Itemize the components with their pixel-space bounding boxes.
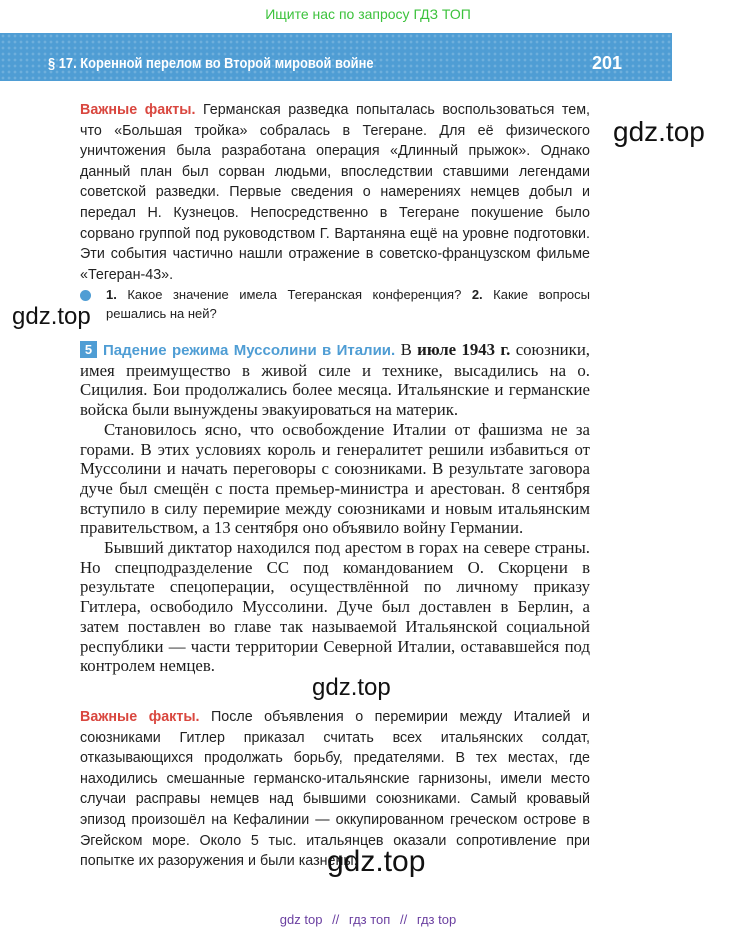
section-paragraph-1 [80,340,590,420]
important-facts-tehran [80,100,590,285]
chapter-title: § 17. Коренной перелом во Второй мировой войне [48,55,374,72]
review-question [106,286,590,323]
fact-text: После объявления о перемирии между Италией и союзниками Гитлер приказал считать всех итальянских солдат, отказывающихся продолжать борьбу, предателями. В тех местах, где находились смешанные германско-итальянские гарнизоны, имели место случаи расправы немцев над бывшими союзниками. Самый кровавый эпизод произошёл на Кефалинии — оккупированном греческом острове в Эгейском море. Около 5 тыс. итальянцев оказали сопротивление при попытке их разоружения и были казнены. [80,709,591,870]
question-bullet-icon [80,290,91,301]
search-prompt-link[interactable]: Ищите нас по запросу ГДЗ ТОП [265,6,471,22]
watermark: gdz.top [312,674,391,701]
question-number-2: 2. [471,287,483,302]
watermark: gdz.top [327,845,426,878]
section-date: июле 1943 г. [417,340,511,359]
section-paragraph-3: Бывший диктатор находился под арестом в горах на севере страны. Но спецподразделение СС под командованием О. Скорцени в результате спецоперации, осуществлённой по личному приказу Гитлера, освободило Муссолини. Дуче был доставлен в Берлин, а затем поставлен во главе так называемой Итальянской социальной республики — части территории Северной Италии, остававшейся под контролем немцев. [80,538,590,676]
footer-link-3[interactable]: гдз top [416,912,457,927]
fact-label: Важные факты. [80,102,196,118]
section-paragraph-1-text: союзники, имея преимущество в живой силе и технике, высадились на о. Сицилия. Бои продолжались более месяца. Итальянские и германские войска были вынуждены эвакуироваться на материк. [80,340,590,420]
question-text-1: Какое значение имела Тегеранская конференция? [116,287,472,302]
chapter-header-bar [0,33,672,81]
footer-separator: // [332,912,340,927]
section-number-badge: 5 [80,341,97,358]
question-text-2: Какие вопросы решались на ней? [106,287,590,321]
footer-separator: // [399,912,408,927]
footer-link-2[interactable]: гдз топ [348,912,391,927]
section-title: Падение режима Муссолини в Италии. [103,342,396,359]
fact-label: Важные факты. [80,709,200,725]
section-lead: В [395,340,418,359]
footer-links [0,912,736,927]
footer-link-1[interactable]: gdz top [279,912,323,927]
section-5-mussolini [80,340,590,676]
fact-text: Германская разведка попыталась воспользоваться тем, что «Большая тройка» собралась в Тегеране. Для её физического уничтожения была разработана операция «Длинный прыжок». Однако данный план был сорван людьми, впоследствии ставшими легендами советской разведки. Первые сведения о намерениях немцев добыл и передал Н. Кузнецов. Непосредственно в Тегеране покушение было сорвано группой под руководством Г. Вартаняна ещё на уровне подготовки. Эти события частично нашли отражение в советско-французском фильме «Тегеран-43». [80,102,590,283]
page-number: 201 [592,53,623,73]
watermark: gdz.top [613,116,705,147]
watermark: gdz.top [12,303,91,330]
question-number-1: 1. [106,287,117,302]
section-paragraph-2: Становилось ясно, что освобождение Италии от фашизма не за горами. В этих условиях король и генералитет решили избавиться от Муссолини и начать переговоры с союзниками. В результате заговора дуче был смещён с поста премьер-министра и арестован. 8 сентября вступило в силу перемирие между союзниками и новым итальянским правительством, а 13 сентября оно объявило войну Германии. [80,419,590,538]
